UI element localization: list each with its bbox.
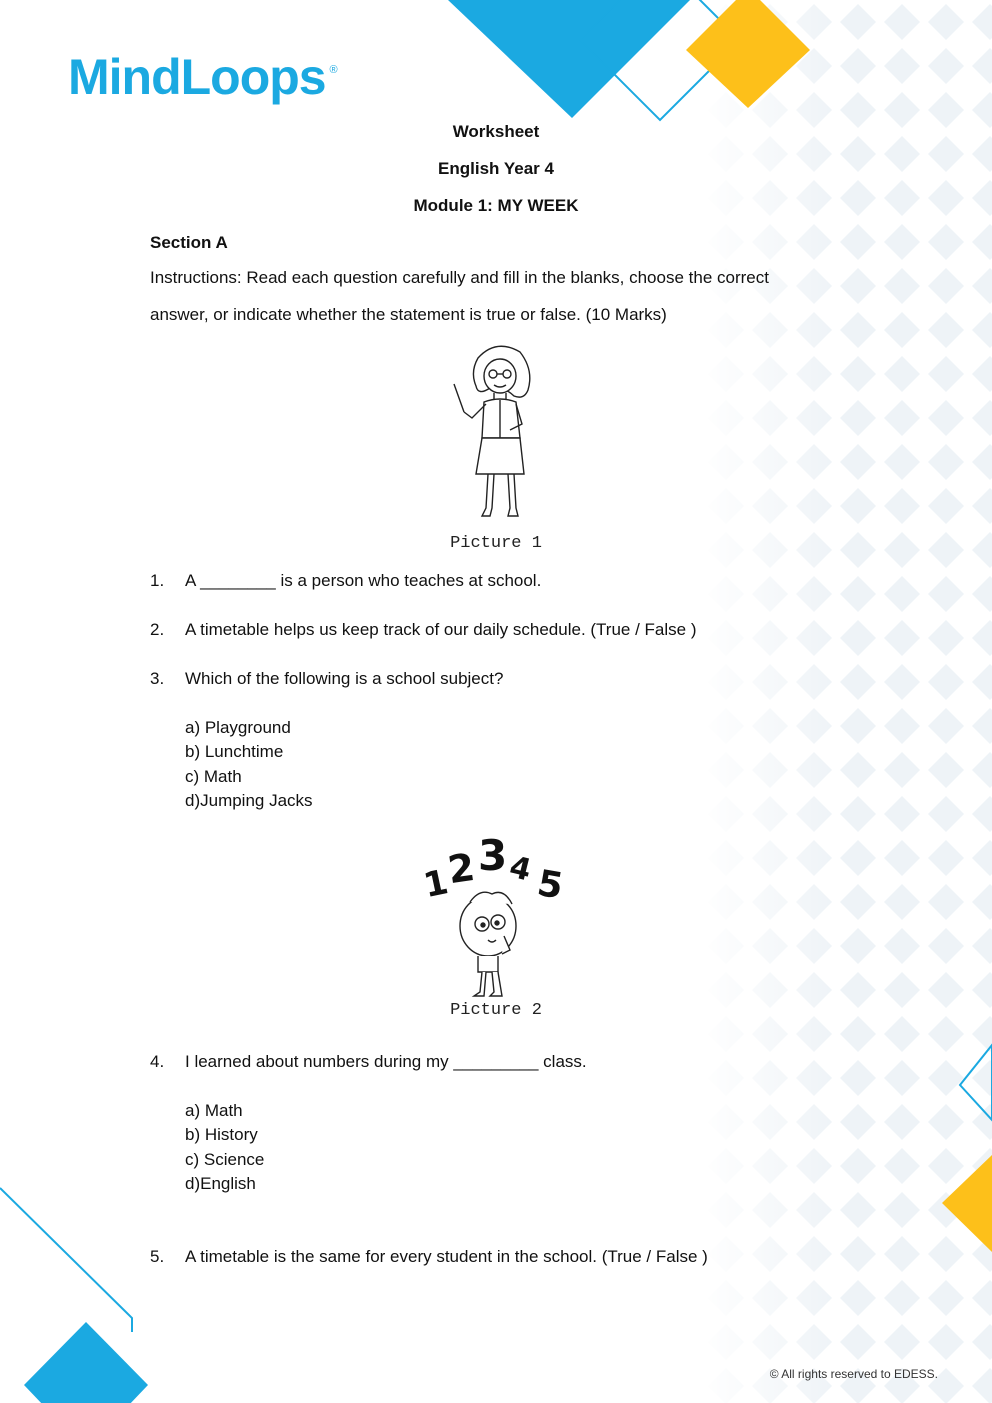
question-3-number: 3.: [150, 669, 165, 688]
question-5-number: 5.: [150, 1247, 165, 1266]
registered-mark: ®: [329, 64, 338, 76]
question-4-option-b: b) History: [185, 1125, 258, 1144]
instructions-line-2: answer, or indicate whether the statement is true or false. (10 Marks): [150, 305, 667, 324]
picture-2-number-2: 2: [445, 844, 478, 893]
question-2-text: A timetable helps us keep track of our daily schedule. (True / False ): [185, 620, 697, 639]
picture-2-number-3: 3: [478, 832, 508, 880]
question-3-option-c: c) Math: [185, 767, 242, 786]
question-3-option-b: b) Lunchtime: [185, 742, 284, 761]
question-4-text: I learned about numbers during my _________ class.: [185, 1052, 587, 1071]
teacher-illustration: [448, 338, 544, 520]
module-title: Module 1: MY WEEK: [413, 196, 579, 215]
worksheet-subtitle: English Year 4: [438, 159, 554, 178]
picture-1-caption: Picture 1: [450, 534, 542, 553]
question-5-text: A timetable is the same for every student in the school. (True / False ): [185, 1247, 708, 1266]
question-4-option-a: a) Math: [185, 1101, 243, 1120]
question-1-text: A ________ is a person who teaches at school.: [185, 571, 542, 590]
question-3-text: Which of the following is a school subject?: [185, 669, 504, 688]
question-4-option-d: d)English: [185, 1174, 256, 1193]
worksheet-title: Worksheet: [452, 122, 540, 141]
picture-2-number-1: 1: [420, 862, 452, 907]
section-heading: Section A: [150, 233, 228, 252]
question-3-option-d: d)Jumping Jacks: [185, 791, 313, 810]
question-2-number: 2.: [150, 620, 165, 639]
question-4-number: 4.: [150, 1052, 165, 1071]
picture-2-number-5: 5: [534, 862, 566, 908]
question-4-option-c: c) Science: [185, 1150, 265, 1169]
question-3-option-a: a) Playground: [185, 718, 291, 737]
numbers-kid-illustration: [418, 832, 574, 1002]
copyright-footer: © All rights reserved to EDESS.: [769, 1367, 938, 1381]
instructions-line-1: Instructions: Read each question carefully and fill in the blanks, choose the correct: [150, 268, 769, 287]
question-1-number: 1.: [150, 571, 165, 590]
picture-2-number-4: 4: [505, 849, 535, 889]
logo-text: MindLoops: [68, 49, 326, 105]
picture-2-caption: Picture 2: [450, 1001, 542, 1020]
